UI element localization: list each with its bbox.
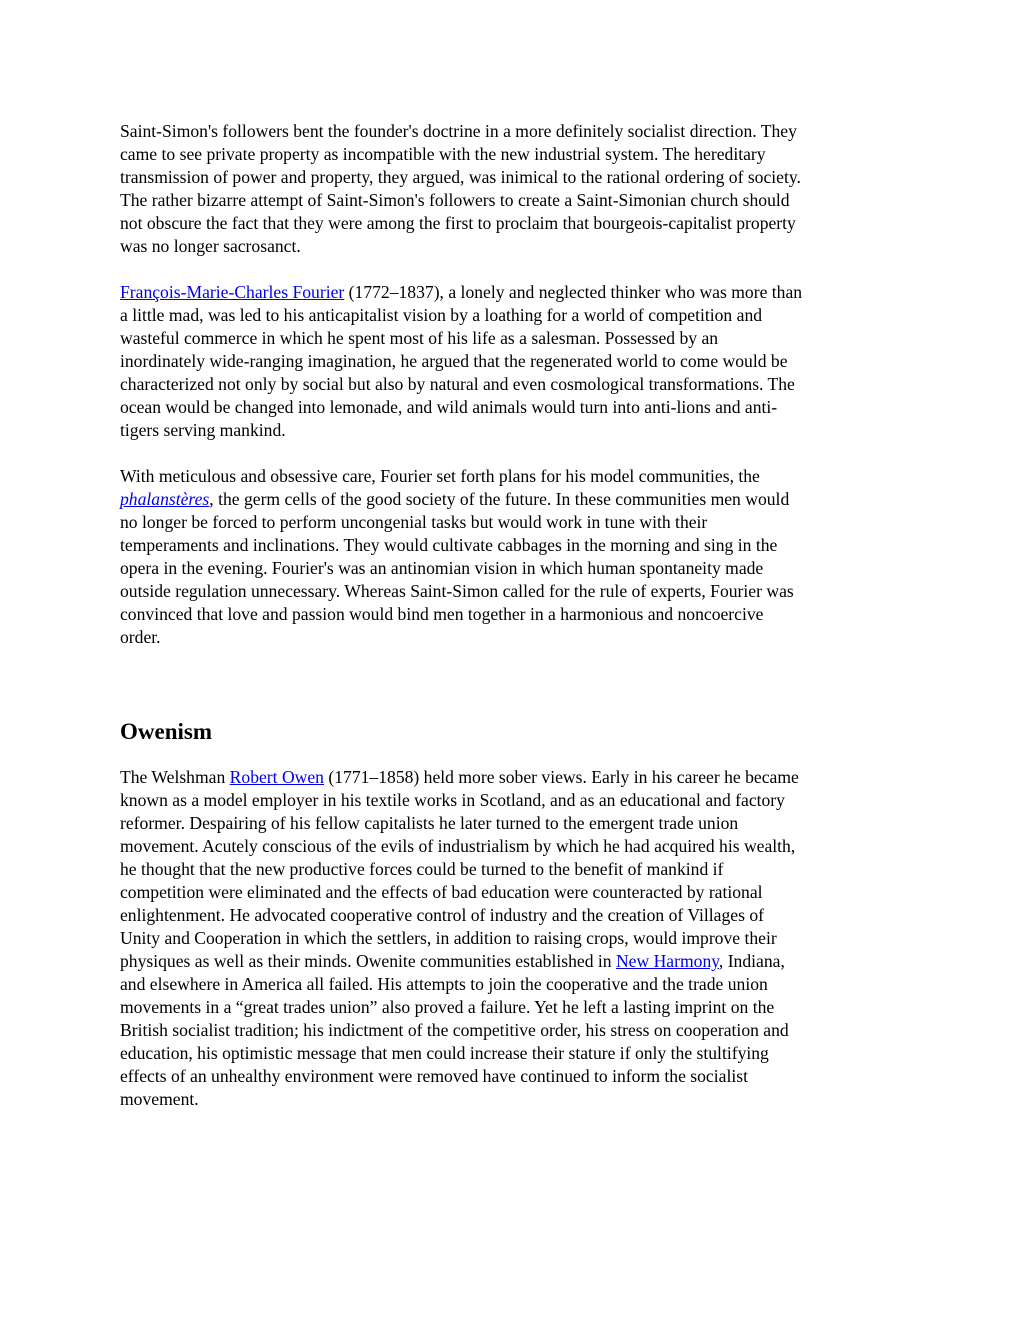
text-line: he thought that the new productive forces could be turned to the benefit of mankind if (120, 859, 724, 879)
text-line: characterized not only by social but also by natural and even cosmological transformations. The (120, 374, 795, 394)
document-page (120, 120, 920, 1111)
phalansteres-link[interactable]: phalanstères (120, 489, 210, 509)
text-fragment: The Welshman (120, 767, 230, 787)
robert-owen-link[interactable]: Robert Owen (229, 767, 324, 787)
paragraph-fourier-intro (120, 281, 920, 442)
text-line: education, his optimistic message that men could increase their stature if only the stultifying (120, 1043, 769, 1063)
text-line: not obscure the fact that they were among the first to proclaim that bourgeois-capitalist property (120, 213, 796, 233)
section-spacer (120, 649, 920, 718)
text-line: movements in a “great trades union” also proved a failure. Yet he left a lasting imprint on the (120, 997, 775, 1017)
text-line: temperaments and inclinations. They would cultivate cabbages in the morning and sing in the (120, 535, 778, 555)
text-fragment: physiques as well as their minds. Owenite communities established in (120, 951, 616, 971)
text-line: outside regulation unnecessary. Whereas Saint-Simon called for the rule of experts, Fourier was (120, 581, 794, 601)
paragraph-saint-simon-followers (120, 120, 920, 258)
text-line: The rather bizarre attempt of Saint-Simon's followers to create a Saint-Simonian church should (120, 190, 790, 210)
text-line: opera in the evening. Fourier's was an antinomian vision in which human spontaneity made (120, 558, 764, 578)
text-line: inordinately wide-ranging imagination, he argued that the regenerated world to come would be (120, 351, 788, 371)
text-fragment: , Indiana, (718, 951, 785, 971)
paragraph-fourier-communities (120, 465, 920, 649)
text-line: enlightenment. He advocated cooperative control of industry and the creation of Villages of (120, 905, 764, 925)
text-line: was no longer sacrosanct. (120, 236, 301, 256)
text-line: tigers serving mankind. (120, 420, 286, 440)
text-fragment: (1772–1837), a lonely and neglected thinker who was more than (344, 282, 803, 302)
new-harmony-link[interactable]: New Harmony (615, 951, 719, 971)
text-line: British socialist tradition; his indictment of the competitive order, his stress on cooperation and (120, 1020, 789, 1040)
text-line: and elsewhere in America all failed. His attempts to join the cooperative and the trade union (120, 974, 768, 994)
text-line: movement. Acutely conscious of the evils of industrialism by which he had acquired his wealth, (120, 836, 796, 856)
text-line (120, 950, 920, 973)
text-line: effects of an unhealthy environment were removed have continued to inform the socialist (120, 1066, 748, 1086)
text-line (120, 488, 920, 511)
text-line: order. (120, 627, 161, 647)
text-line: wasteful commerce in which he spent most of his life as a salesman. Possessed by an (120, 328, 719, 348)
text-line: ocean would be changed into lemonade, and wild animals would turn into anti-lions and anti- (120, 397, 778, 417)
paragraph-spacer (120, 442, 920, 465)
heading-spacer (120, 746, 920, 766)
section-heading-owenism: Owenism (120, 719, 212, 744)
text-line: competition were eliminated and the effects of bad education were counteracted by rational (120, 882, 763, 902)
text-line: reformer. Despairing of his fellow capitalists he later turned to the emergent trade union (120, 813, 739, 833)
fourier-link[interactable]: François-Marie-Charles Fourier (120, 282, 345, 302)
text-line: came to see private property as incompatible with the new industrial system. The hereditary (120, 144, 766, 164)
text-line: no longer be forced to perform uncongenial tasks but would work in tune with their (120, 512, 708, 532)
paragraph-owenism (120, 766, 920, 1111)
text-line: transmission of power and property, they argued, was inimical to the rational ordering of society. (120, 167, 801, 187)
text-line: a little mad, was led to his anticapitalist vision by a loathing for a world of competition and (120, 305, 763, 325)
text-line: movement. (120, 1089, 199, 1109)
text-line: With meticulous and obsessive care, Fourier set forth plans for his model communities, the (120, 466, 760, 486)
text-fragment: (1771–1858) held more sober views. Early in his career he became (323, 767, 799, 787)
text-line (120, 766, 920, 789)
text-line: convinced that love and passion would bind men together in a harmonious and noncoercive (120, 604, 764, 624)
text-line: Unity and Cooperation in which the settlers, in addition to raising crops, would improve their (120, 928, 777, 948)
text-line (120, 281, 920, 304)
text-line: Saint-Simon's followers bent the founder's doctrine in a more definitely socialist direction. They (120, 121, 797, 141)
paragraph-spacer (120, 258, 920, 281)
text-line: known as a model employer in his textile works in Scotland, and as an educational and factory (120, 790, 785, 810)
text-fragment: , the germ cells of the good society of the future. In these communities men would (209, 489, 790, 509)
